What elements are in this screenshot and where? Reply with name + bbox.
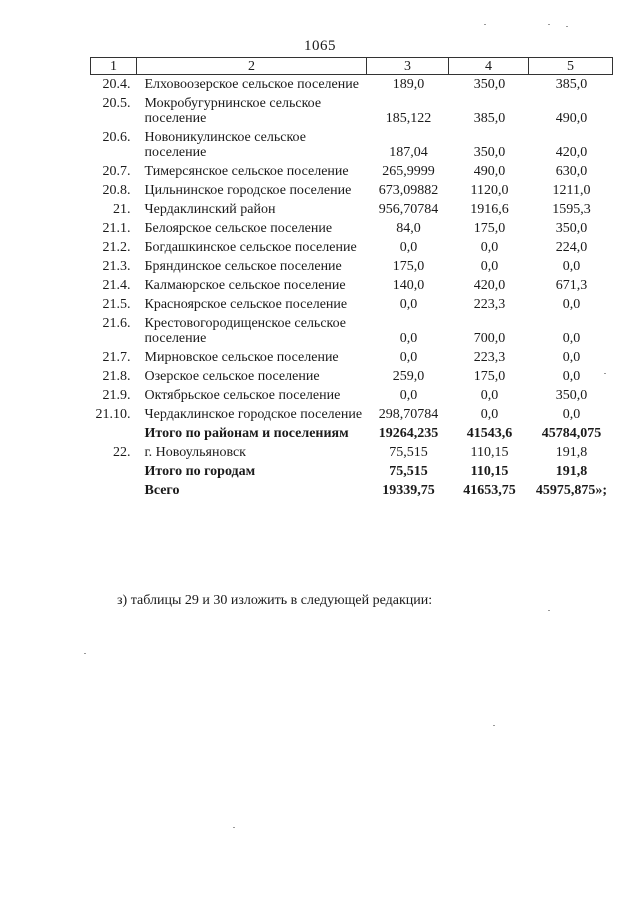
- column-header-4: 4: [449, 58, 529, 75]
- row-value-col5: 671,3: [555, 278, 588, 293]
- row-value-col5: 0,0: [562, 297, 581, 312]
- row-value-col5: 420,0: [555, 145, 588, 160]
- column-header-1: 1: [91, 58, 137, 75]
- row-number: 21.8.: [102, 369, 131, 384]
- row-value-col3: 0,0: [399, 240, 418, 255]
- row-value-col4: 1916,6: [470, 202, 509, 217]
- row-value-col5: 0,0: [562, 407, 581, 422]
- row-value-col4: 223,3: [473, 297, 506, 312]
- row-name: Чердаклинский район: [144, 202, 276, 217]
- row-value-col5: 224,0: [555, 240, 588, 255]
- row-name: Тимерсянское сельское поселение: [144, 164, 349, 179]
- table-row: [91, 295, 613, 314]
- page-number: 1065: [304, 38, 336, 54]
- table-row: [91, 162, 613, 181]
- row-number: 21.5.: [102, 297, 131, 312]
- row-value-col5: 0,0: [562, 369, 581, 384]
- row-name: Мирновское сельское поселение: [144, 350, 339, 365]
- row-name: Цильнинское городское поселение: [144, 183, 352, 198]
- scan-speck: [493, 725, 495, 726]
- table-row: [91, 462, 613, 481]
- row-name: г. Новоульяновск: [144, 445, 246, 460]
- row-value-col4: 175,0: [473, 221, 506, 236]
- table-row: [91, 94, 613, 128]
- table-row: [91, 424, 613, 443]
- table-row: [91, 276, 613, 295]
- row-value-col3: 298,70784: [378, 407, 439, 422]
- row-name: Елховоозерское сельское поселение: [144, 77, 359, 92]
- row-value-col4: 350,0: [473, 77, 506, 92]
- row-value-col5: 490,0: [555, 111, 588, 126]
- row-value-col3: 673,09882: [378, 183, 439, 198]
- row-value-col5: 45975,875»;: [535, 483, 608, 498]
- row-value-col3: 259,0: [392, 369, 425, 384]
- row-number: 21.1.: [102, 221, 131, 236]
- column-header-5: 5: [529, 58, 613, 75]
- row-value-col4: 110,15: [470, 464, 509, 479]
- row-number: 20.8.: [102, 183, 131, 198]
- table-row: [91, 238, 613, 257]
- table-body: [91, 75, 613, 501]
- budget-table: [90, 57, 613, 500]
- scan-speck: [84, 653, 86, 654]
- row-value-col5: 0,0: [562, 259, 581, 274]
- row-value-col4: 420,0: [473, 278, 506, 293]
- row-value-col3: 185,122: [385, 111, 432, 126]
- row-value-col4: 350,0: [473, 145, 506, 160]
- row-name: Октябрьское сельское поселение: [144, 388, 341, 403]
- row-name: Чердаклинское городское поселение: [144, 407, 363, 422]
- row-value-col3: 140,0: [392, 278, 425, 293]
- row-name: Бряндинское сельское поселение: [144, 259, 342, 274]
- table-row: [91, 75, 613, 95]
- row-value-col5: 1211,0: [552, 183, 591, 198]
- row-value-col5: 350,0: [555, 221, 588, 236]
- scan-speck: [484, 24, 486, 25]
- row-number: [91, 481, 137, 500]
- row-value-col3: 189,0: [392, 77, 425, 92]
- table-row: [91, 128, 613, 162]
- row-number: 21.7.: [102, 350, 131, 365]
- row-number: [91, 462, 137, 481]
- row-value-col4: 223,3: [473, 350, 506, 365]
- row-value-col4: 110,15: [470, 445, 509, 460]
- row-number: 21.9.: [102, 388, 131, 403]
- row-name: Озерское сельское поселение: [144, 369, 320, 384]
- row-name: Белоярское сельское поселение: [144, 221, 333, 236]
- row-number: 21.3.: [102, 259, 131, 274]
- row-value-col4: 41543,6: [466, 426, 513, 441]
- row-value-col3: 19264,235: [378, 426, 439, 441]
- row-value-col5: 630,0: [555, 164, 588, 179]
- row-value-col3: 0,0: [399, 331, 418, 346]
- row-value-col5: 0,0: [562, 350, 581, 365]
- row-value-col5: 0,0: [562, 331, 581, 346]
- row-value-col5: 385,0: [555, 77, 588, 92]
- scan-speck: [233, 827, 235, 828]
- table-row: [91, 481, 613, 500]
- row-number: 20.5.: [102, 96, 131, 111]
- row-number: 22.: [113, 445, 131, 460]
- row-value-col5: 191,8: [555, 445, 588, 460]
- row-value-col3: 0,0: [399, 388, 418, 403]
- row-number: [91, 424, 137, 443]
- row-value-col5: 350,0: [555, 388, 588, 403]
- row-number: 21.4.: [102, 278, 131, 293]
- row-number: 20.7.: [102, 164, 131, 179]
- row-number: 20.6.: [102, 130, 131, 145]
- table-row: [91, 367, 613, 386]
- row-name: Новоникулинское сельское поселение: [144, 130, 306, 160]
- row-value-col3: 175,0: [392, 259, 425, 274]
- table-row: [91, 181, 613, 200]
- row-value-col4: 0,0: [480, 407, 499, 422]
- table-row: [91, 443, 613, 462]
- table-row: [91, 219, 613, 238]
- table-row: [91, 314, 613, 348]
- row-number: 21.: [113, 202, 131, 217]
- row-value-col4: 700,0: [473, 331, 506, 346]
- row-value-col4: 385,0: [473, 111, 506, 126]
- scan-speck: [548, 610, 550, 611]
- row-value-col4: 175,0: [473, 369, 506, 384]
- table-row: [91, 200, 613, 219]
- row-value-col3: 75,515: [389, 445, 428, 460]
- row-value-col3: 265,9999: [382, 164, 435, 179]
- row-number: 21.6.: [102, 316, 131, 331]
- row-number: 21.2.: [102, 240, 131, 255]
- scan-speck: [566, 26, 568, 27]
- row-value-col3: 84,0: [396, 221, 421, 236]
- row-number: 21.10.: [95, 407, 131, 422]
- row-value-col4: 41653,75: [463, 483, 516, 498]
- column-header-3: 3: [367, 58, 449, 75]
- row-value-col5: 1595,3: [552, 202, 591, 217]
- row-name: Всего: [144, 483, 180, 498]
- row-value-col5: 191,8: [555, 464, 588, 479]
- table-row: [91, 257, 613, 276]
- scan-speck: [548, 24, 550, 25]
- row-name: Итого по городам: [144, 464, 256, 479]
- row-name: Мокробугурнинское сельское поселение: [144, 96, 322, 126]
- row-value-col4: 0,0: [480, 388, 499, 403]
- row-value-col3: 0,0: [399, 297, 418, 312]
- footer-note: з) таблицы 29 и 30 изложить в следующей редакции:: [117, 593, 433, 608]
- row-value-col4: 0,0: [480, 240, 499, 255]
- row-value-col3: 19339,75: [382, 483, 435, 498]
- row-value-col3: 187,04: [389, 145, 428, 160]
- row-name: Красноярское сельское поселение: [144, 297, 348, 312]
- row-name: Калмаюрское сельское поселение: [144, 278, 346, 293]
- row-name: Итого по районам и поселениям: [144, 426, 349, 441]
- row-name: Богдашкинское сельское поселение: [144, 240, 357, 255]
- table-header-row: [91, 58, 613, 75]
- row-number: 20.4.: [102, 77, 131, 92]
- scan-speck: [604, 373, 606, 374]
- table-row: [91, 386, 613, 405]
- column-header-2: 2: [137, 58, 367, 75]
- row-value-col3: 0,0: [399, 350, 418, 365]
- table-row: [91, 405, 613, 424]
- table-row: [91, 348, 613, 367]
- row-value-col5: 45784,075: [541, 426, 602, 441]
- row-value-col3: 75,515: [389, 464, 428, 479]
- row-value-col4: 1120,0: [470, 183, 509, 198]
- row-name: Крестовогородищенское сельское поселение: [144, 316, 347, 346]
- row-value-col4: 0,0: [480, 259, 499, 274]
- row-value-col4: 490,0: [473, 164, 506, 179]
- row-value-col3: 956,70784: [378, 202, 439, 217]
